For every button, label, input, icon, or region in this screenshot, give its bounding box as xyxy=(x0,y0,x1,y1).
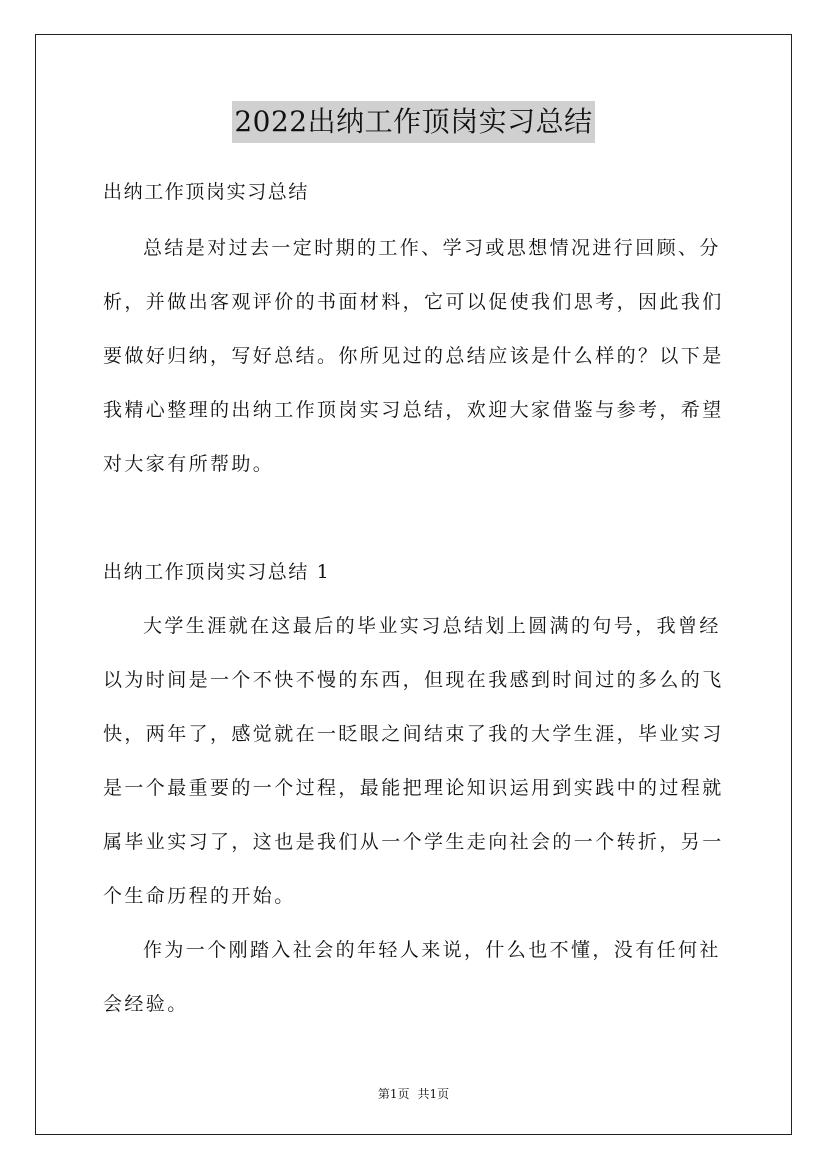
page-total: 共1页 xyxy=(417,1087,450,1101)
section-heading: 出纳工作顶岗实习总结 1 xyxy=(103,561,331,583)
body-paragraph-2: 作为一个刚踏入社会的年轻人来说，什么也不懂，没有任何社会经验。 xyxy=(103,939,721,1015)
page-number: 第1页 xyxy=(377,1087,410,1101)
body-paragraph-1: 大学生涯就在这最后的毕业实习总结划上圆满的句号，我曾经以为时间是一个不快不慢的东西，但现在我感到时间过的多么的飞快，两年了，感觉就在一眨眼之间结束了我的大学生涯，毕业实习是一个最重要的一个过程，最能把理论知识运用到实践中的过程就属毕业实习了，这也是我们从一个学生走向社会的一个转折，另一个生命历程的开始。 xyxy=(103,615,724,907)
intro-paragraph: 总结是对过去一定时期的工作、学习或思想情况进行回顾、分析，并做出客观评价的书面材料，它可以促使我们思考，因此我们要做好归纳，写好总结。你所见过的总结应该是什么样的？以下是我精心整理的出纳工作顶岗实习总结，欢迎大家借鉴与参考，希望对大家有所帮助。 xyxy=(103,237,724,475)
document-title: 2022出纳工作顶岗实习总结 xyxy=(232,101,594,143)
title-container xyxy=(0,101,827,143)
subtitle: 出纳工作顶岗实习总结 xyxy=(103,181,310,203)
page-footer xyxy=(0,1085,827,1103)
